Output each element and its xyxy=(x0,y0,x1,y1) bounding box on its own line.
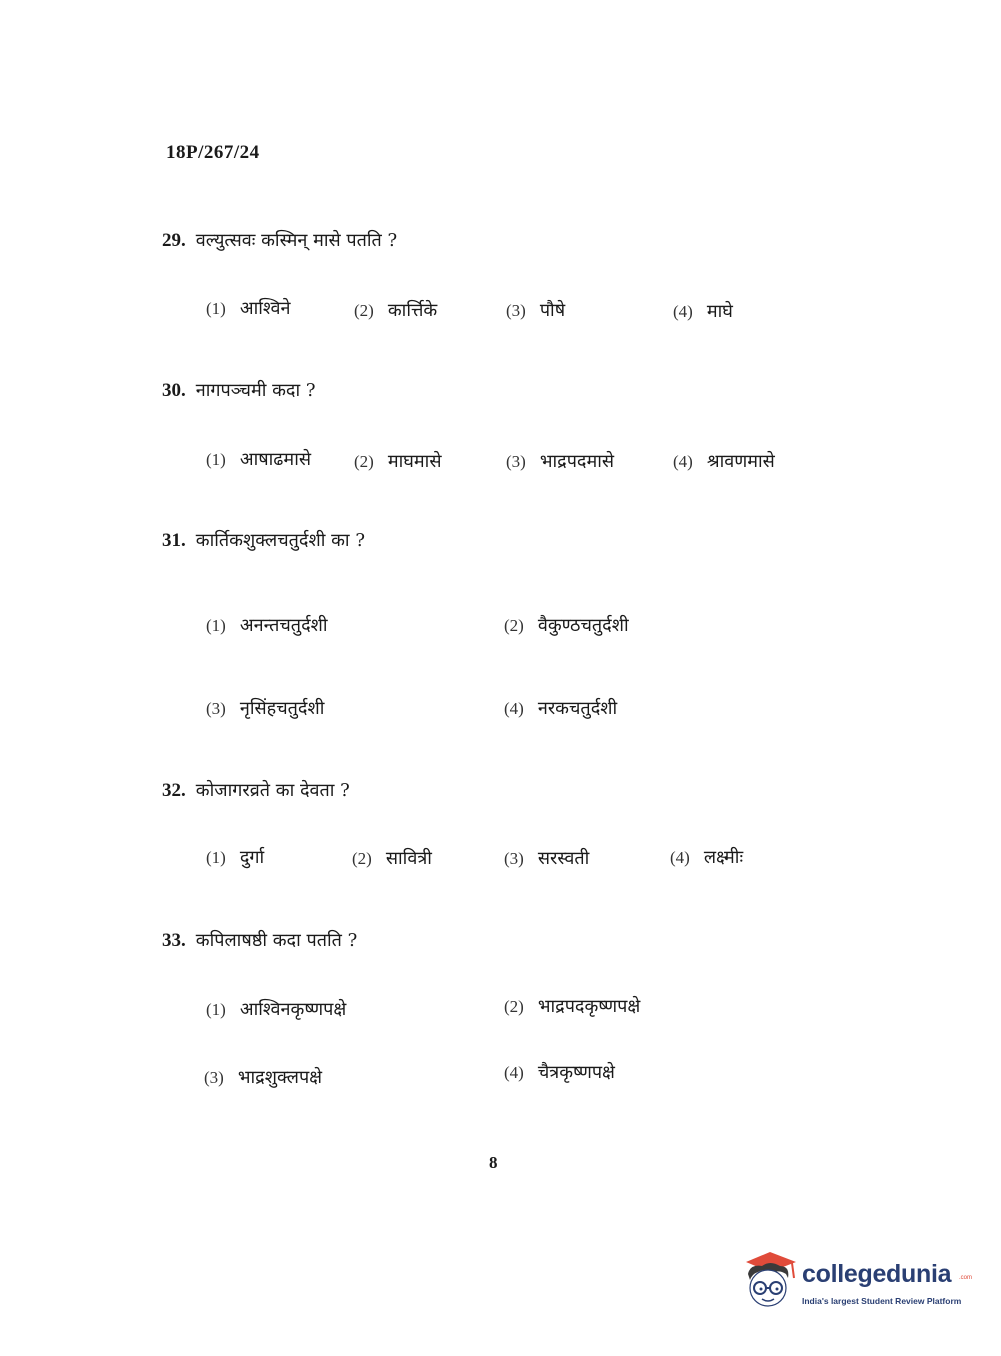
option-31-1 xyxy=(206,613,328,637)
option-text: आश्विने xyxy=(239,298,291,319)
option-number: (3) xyxy=(504,849,524,868)
question-30 xyxy=(162,378,316,402)
option-text: भाद्रशुक्लपक्षे xyxy=(237,1067,323,1088)
option-number: (3) xyxy=(506,301,526,320)
question-text: कपिलाषष्ठी कदा पतति ? xyxy=(195,930,358,951)
question-32 xyxy=(162,778,350,802)
option-32-3 xyxy=(504,846,589,870)
brand-name: collegedunia xyxy=(802,1260,952,1288)
question-text: कार्तिकशुक्लचतुर्दशी का ? xyxy=(195,530,365,551)
option-text: चैत्रकृष्णपक्षे xyxy=(537,1062,615,1083)
option-text: सावित्री xyxy=(385,848,432,869)
option-number: (4) xyxy=(504,699,524,718)
option-text: अनन्तचतुर्दशी xyxy=(239,615,328,636)
option-text: श्रावणमासे xyxy=(706,451,775,472)
option-number: (2) xyxy=(354,452,374,471)
question-number: 32. xyxy=(162,780,186,801)
option-number: (4) xyxy=(673,452,693,471)
option-text: नरकचतुर्दशी xyxy=(537,698,618,719)
option-text: आश्विनकृष्णपक्षे xyxy=(239,999,347,1020)
paper-code: 18P/267/24 xyxy=(166,142,260,163)
option-31-4 xyxy=(504,696,617,720)
option-number: (4) xyxy=(673,302,693,321)
option-32-2 xyxy=(352,846,432,870)
option-number: (1) xyxy=(206,848,226,867)
brand-domain: .com xyxy=(959,1275,973,1281)
option-30-1 xyxy=(206,447,311,471)
page-number: 8 xyxy=(489,1153,498,1172)
option-text: माघे xyxy=(706,301,733,322)
option-33-4 xyxy=(504,1060,615,1084)
option-text: भाद्रपदकृष्णपक्षे xyxy=(537,996,641,1017)
option-30-3 xyxy=(506,449,614,473)
option-text: वैकुण्ठचतुर्दशी xyxy=(537,615,629,636)
option-text: आषाढमासे xyxy=(239,449,312,470)
option-number: (4) xyxy=(670,848,690,867)
collegedunia-watermark xyxy=(740,1248,973,1314)
question-29 xyxy=(162,228,397,252)
question-text: वल्युत्सवः कस्मिन् मासे पतति ? xyxy=(195,230,398,251)
option-text: सरस्वती xyxy=(537,848,590,869)
option-29-4 xyxy=(673,299,733,323)
option-32-1 xyxy=(206,845,264,869)
option-number: (4) xyxy=(504,1063,524,1082)
option-33-3 xyxy=(204,1065,322,1089)
option-30-2 xyxy=(354,449,442,473)
option-number: (2) xyxy=(352,849,372,868)
option-29-3 xyxy=(506,298,565,322)
option-number: (1) xyxy=(206,450,226,469)
question-number: 29. xyxy=(162,230,186,251)
option-text: कार्त्तिके xyxy=(387,300,438,321)
option-31-2 xyxy=(504,613,629,637)
question-number: 31. xyxy=(162,530,186,551)
question-33 xyxy=(162,928,357,952)
option-number: (1) xyxy=(206,299,226,318)
option-number: (1) xyxy=(206,1000,226,1019)
option-text: माघमासे xyxy=(387,451,442,472)
option-text: लक्ष्मीः xyxy=(703,847,744,868)
option-number: (1) xyxy=(206,616,226,635)
option-number: (2) xyxy=(504,997,524,1016)
student-mascot-icon xyxy=(740,1248,800,1314)
option-text: पौषे xyxy=(539,300,566,321)
option-33-2 xyxy=(504,994,640,1018)
option-33-1 xyxy=(206,997,346,1021)
option-29-2 xyxy=(354,298,437,322)
question-number: 30. xyxy=(162,380,186,401)
option-32-4 xyxy=(670,845,743,869)
question-text: नागपञ्चमी कदा ? xyxy=(195,380,316,401)
option-text: दुर्गा xyxy=(239,847,265,868)
option-30-4 xyxy=(673,449,775,473)
option-text: नृसिंहचतुर्दशी xyxy=(239,698,325,719)
brand-tagline: India's largest Student Review Platform xyxy=(802,1296,962,1306)
option-31-3 xyxy=(206,696,324,720)
question-text: कोजागरव्रते का देवता ? xyxy=(195,780,350,801)
question-31 xyxy=(162,528,365,552)
question-number: 33. xyxy=(162,930,186,951)
option-number: (3) xyxy=(206,699,226,718)
option-number: (2) xyxy=(354,301,374,320)
option-number: (3) xyxy=(204,1068,224,1087)
option-number: (3) xyxy=(506,452,526,471)
option-text: भाद्रपदमासे xyxy=(539,451,615,472)
option-29-1 xyxy=(206,296,291,320)
option-number: (2) xyxy=(504,616,524,635)
